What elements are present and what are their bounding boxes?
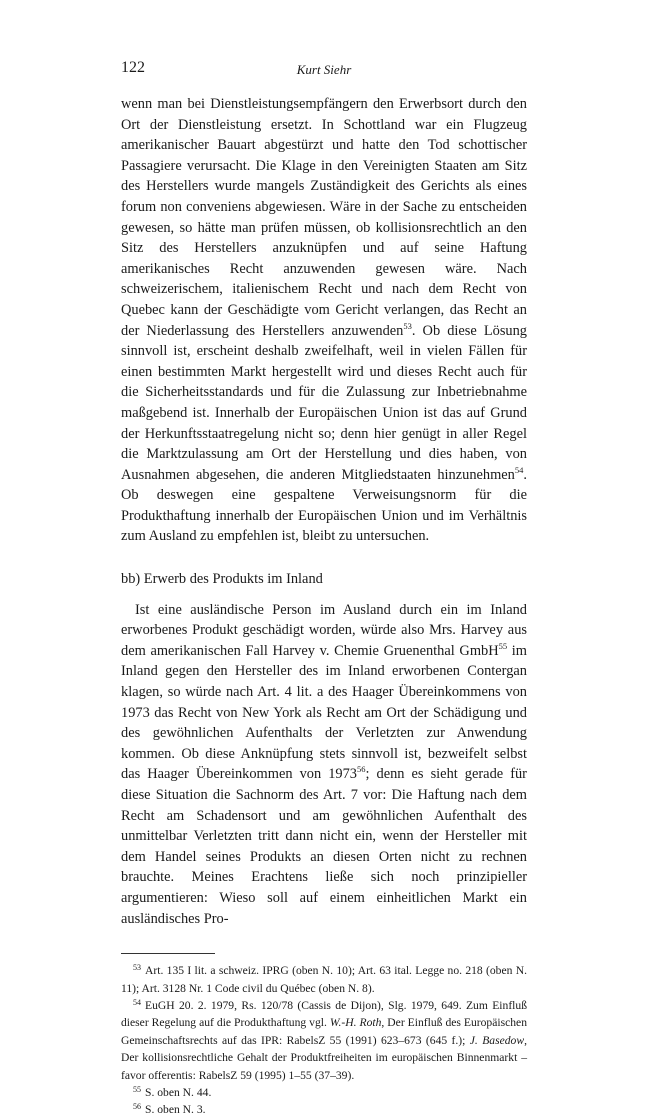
running-head: Kurt Siehr [296, 62, 352, 77]
paragraph-1-text-b: . Ob diese Lösung sinnvoll ist, erscheint deshalb zweifelhaft, weil in vielen Fällen für einen bestimmten Markt hergestellt wird und dieses Recht auch für die Sicherheitsstandards und für die Zulassung zur Inbetriebnahme maßgebend ist. Innerhalb der Europäischen Union ist das auf Grund der Herkunftsstaatregelung nicht so; denn hier genügt in aller Regel die Marktzulassung am Ort der Herstellung und dies haben, von Ausnahmen abgesehen, die anderen Mitgliedstaaten hinzunehmen [121, 322, 528, 483]
footnote-text: S. oben N. 3. [145, 1103, 206, 1117]
footnote-text: S. oben N. 44. [145, 1086, 212, 1099]
footnote-number: 53 [133, 963, 141, 973]
footnote-divider [121, 953, 215, 954]
paragraph-1-text-c: . Ob deswegen eine gespaltene Verweisungsnorm für die Produkthaftung innerhalb der Europäischen Union und im Verhältnis zum Ausland zu empfehlen ist, bleibt zu untersuchen. [121, 466, 527, 545]
cited-author-basedow: J. Basedow [469, 1033, 525, 1047]
footnote-56 [121, 1101, 527, 1118]
paragraph-2-text-a: Ist eine ausländische Person im Ausland durch ein im Inland erworbenes Produkt geschädigt worden, würde also Mrs. Harvey aus dem amerikanischen Fall Harvey v. Chemie Gruenenthal GmbH [121, 601, 527, 659]
footnote-text: Art. 135 I lit. a schweiz. IPRG (oben N. 10); Art. 63 ital. Legge no. 218 (oben N. 11); Art. 3128 Nr. 1 Code civil du Québec (oben N. 8). [121, 964, 527, 995]
footnote-text-a: EuGH 20. 2. 1979, Rs. 120/78 (Cassis de Dijon), Slg. 1979, 649. Zum Einfluß dieser Regelung auf die Produkthaftung vgl. [121, 998, 527, 1030]
body-text [121, 94, 527, 1119]
page-header [121, 59, 527, 81]
footnote-54 [121, 997, 527, 1084]
paragraph-2-text-b: im Inland gegen den Hersteller des im Inland erworbenen Contergan klagen, so würde nach Art. 4 lit. a des Haager Übereinkommens von 1973 das Recht von New York als Recht am Ort der Schädigung und des gewöhnlichen Aufenthalts der Verletzten zur Anwendung kommen. Ob diese Anknüpfung stets sinnvoll ist, bezweifelt selbst das Haager Übereinkommen von 1973 [121, 642, 527, 783]
footnote-53 [121, 962, 527, 997]
footnote-text-b: , Der Einfluß des Europäischen Gemeinschaftsrechts auf das IPR: RabelsZ 55 (1991) 623–673 (645 f.); [121, 1016, 527, 1047]
paragraph-2-text-c: ; denn es sieht gerade für diese Situation die Sachnorm des Art. 7 vor: Die Haftung nach dem Recht am Schadensort und am gewöhnlichen Aufenthalt des unmittelbar Verletzten tritt dann nicht ein, wenn der Hersteller mit dem Handel seines Produkts an diesen Orten nicht zu rechnen brauchte. Meines Erachtens ließe sich noch prinzipieller argumentieren: Wieso soll auf einem einheitlichen Markt ein ausländisches Pro- [121, 766, 527, 927]
footnote-ref-56: 56 [356, 764, 366, 775]
page-number: 122 [121, 59, 145, 76]
footnote-ref-55: 55 [498, 640, 508, 651]
footnote-ref-53: 53 [403, 320, 412, 331]
paragraph-1 [121, 94, 527, 547]
footnote-number: 56 [133, 1102, 141, 1112]
footnote-ref-54: 54 [514, 464, 524, 475]
footnote-number: 54 [133, 997, 141, 1007]
paragraph-2 [121, 600, 527, 930]
cited-author-roth: W.-H. Roth [329, 1016, 382, 1030]
footnote-55 [121, 1084, 527, 1101]
footnote-text-c: , Der kollisionsrechtliche Gehalt der Produktfreiheiten im europäischen Binnenmarkt – favor offerentis: RabelsZ 59 (1995) 1–55 (37–39). [121, 1033, 527, 1082]
paragraph-1-text-a: wenn man bei Dienstleistungsempfängern den Erwerbsort durch den Ort der Dienstleistung ersetzt. In Schottland war ein Flugzeug amerikanischer Bauart abgestürzt und hatte den Tod schottischer Passagiere verursacht. Die Klage in den Vereinigten Staaten am Sitz des Herstellers wurde mangels Zuständigkeit des Gerichts als eines forum non conveniens abgewiesen. Wäre in der Sache zu entscheiden gewesen, so hätte man prüfen müssen, ob kollisionsrechtlich an den Sitz des Herstellers anzuknüpfen und auf seine Haftung amerikanisches Recht anzuwenden gewesen wäre. Nach schweizerischem, italienischem Recht und nach dem Recht von Quebec kann der Geschädigte vom Gericht verlangen, das Recht an der Niederlassung des Herstellers anzuwenden [121, 96, 527, 339]
footnote-number: 55 [133, 1085, 141, 1094]
section-subheading: bb) Erwerb des Produkts im Inland [121, 571, 323, 588]
